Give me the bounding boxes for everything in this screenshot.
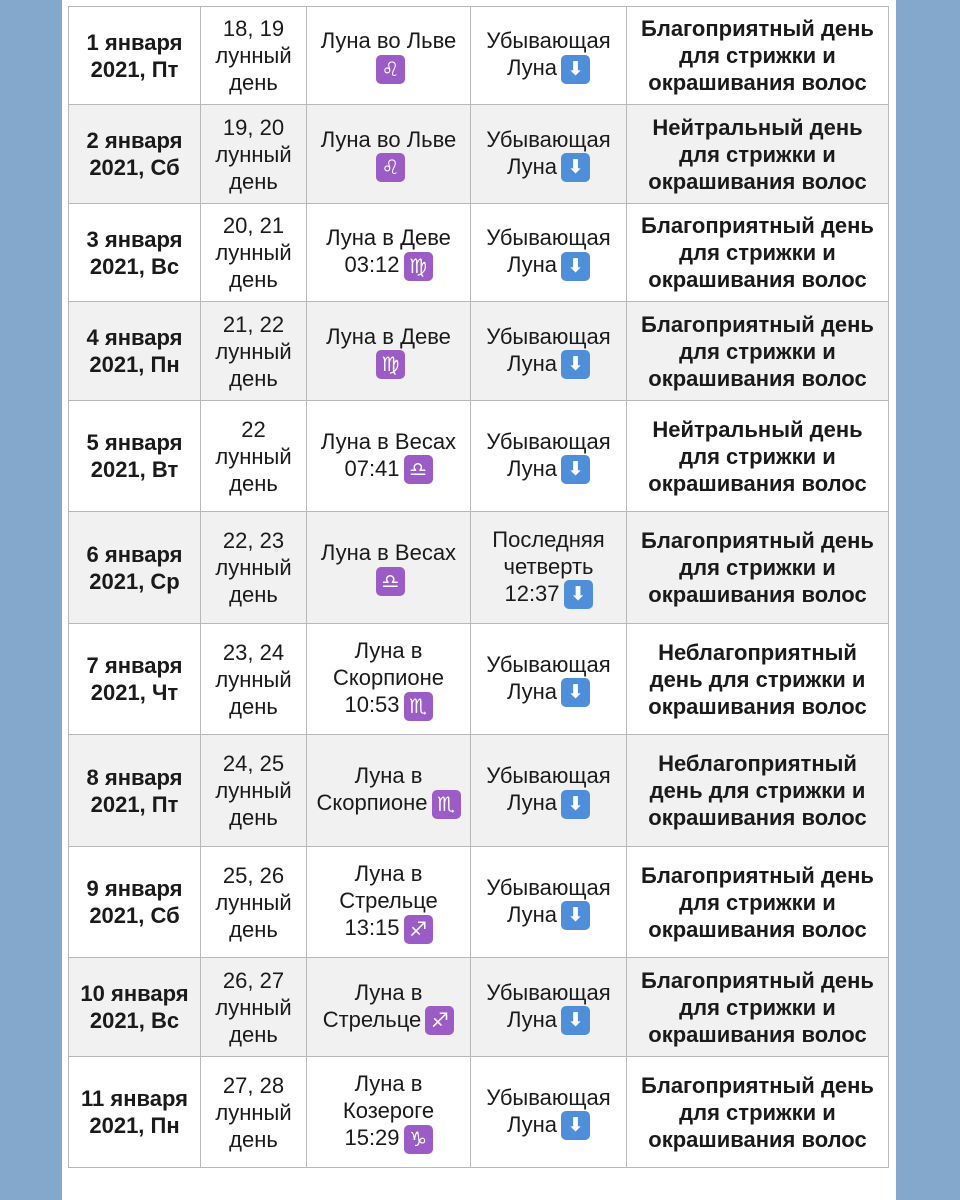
down-arrow-icon: ⬇	[561, 901, 590, 930]
verdict-cell	[627, 105, 889, 204]
libra-icon: ♎	[404, 455, 433, 484]
moon-phase-cell-text: Убывающая Луна	[486, 225, 611, 278]
moon-sign-cell	[307, 105, 471, 204]
lunar-day-cell	[201, 302, 307, 401]
date-cell	[69, 7, 201, 105]
date-cell-text: 2 января 2021, Сб	[86, 128, 183, 180]
moon-sign-cell-text: Луна в Стрельце 13:15	[339, 861, 438, 941]
virgo-icon: ♍	[376, 350, 405, 379]
verdict-cell-text: Неблагоприятный день для стрижки и окрашивания волос	[648, 639, 867, 719]
table-row	[69, 847, 889, 958]
moon-phase-cell-text: Убывающая Луна	[486, 651, 611, 704]
verdict-cell	[627, 7, 889, 105]
moon-phase-cell	[471, 7, 627, 105]
table-row	[69, 105, 889, 204]
moon-phase-cell	[471, 204, 627, 302]
lunar-day-cell	[201, 847, 307, 958]
moon-phase-cell	[471, 958, 627, 1057]
date-cell-text: 9 января 2021, Сб	[86, 876, 183, 928]
date-cell-text: 5 января 2021, Вт	[86, 430, 183, 482]
verdict-cell-text: Благоприятный день для стрижки и окрашивания волос	[641, 16, 874, 95]
lunar-haircut-calendar-table	[68, 6, 889, 1168]
scorpio-icon: ♏	[404, 692, 433, 721]
lunar-day-cell	[201, 7, 307, 105]
date-cell	[69, 847, 201, 958]
moon-sign-cell-text: Луна в Скорпионе	[316, 763, 428, 816]
table-row	[69, 401, 889, 512]
moon-sign-cell-text: Луна в Весах 07:41	[320, 428, 457, 481]
lunar-day-cell	[201, 512, 307, 624]
moon-phase-cell	[471, 847, 627, 958]
date-cell-text: 10 января 2021, Вс	[80, 981, 189, 1033]
scorpio-icon: ♏	[432, 790, 461, 819]
moon-sign-cell-text: Луна в Весах	[320, 540, 457, 566]
moon-phase-cell-text: Убывающая Луна	[486, 979, 611, 1032]
date-cell	[69, 401, 201, 512]
moon-sign-cell	[307, 958, 471, 1057]
lunar-day-cell-text: 22 лунный день	[215, 416, 292, 496]
verdict-cell-text: Нейтральный день для стрижки и окрашивания волос	[648, 114, 867, 194]
date-cell	[69, 302, 201, 401]
libra-icon: ♎	[376, 567, 405, 596]
verdict-cell	[627, 735, 889, 847]
verdict-cell	[627, 847, 889, 958]
down-arrow-icon: ⬇	[561, 455, 590, 484]
lunar-day-cell-text: 24, 25 лунный день	[215, 751, 292, 830]
lunar-day-cell	[201, 1057, 307, 1168]
moon-sign-cell-text: Луна в Скорпионе 10:53	[332, 638, 445, 718]
verdict-cell-text: Благоприятный день для стрижки и окрашивания волос	[641, 311, 874, 391]
moon-phase-cell-text: Убывающая Луна	[486, 1084, 611, 1137]
moon-phase-cell	[471, 302, 627, 401]
date-cell-text: 8 января 2021, Пт	[86, 764, 183, 817]
lunar-day-cell-text: 25, 26 лунный день	[215, 862, 292, 942]
date-cell	[69, 624, 201, 735]
date-cell	[69, 958, 201, 1057]
moon-phase-cell	[471, 512, 627, 624]
moon-phase-cell-text: Убывающая Луна	[486, 763, 611, 816]
moon-phase-cell-text: Убывающая Луна	[486, 126, 611, 179]
down-arrow-icon: ⬇	[561, 55, 590, 84]
moon-phase-cell	[471, 735, 627, 847]
capricorn-icon: ♑	[404, 1125, 433, 1154]
lunar-day-cell-text: 27, 28 лунный день	[215, 1072, 292, 1152]
down-arrow-icon: ⬇	[561, 153, 590, 182]
verdict-cell	[627, 204, 889, 302]
moon-phase-cell-text: Убывающая Луна	[486, 323, 611, 376]
table-row	[69, 512, 889, 624]
date-cell-text: 7 января 2021, Чт	[86, 653, 183, 705]
down-arrow-icon: ⬇	[564, 580, 593, 609]
lunar-day-cell-text: 20, 21 лунный день	[215, 213, 292, 292]
moon-sign-cell-text: Луна во Льве	[320, 126, 457, 152]
moon-sign-cell	[307, 7, 471, 105]
leo-icon: ♌	[376, 153, 405, 182]
date-cell-text: 11 января 2021, Пн	[81, 1086, 188, 1138]
verdict-cell	[627, 958, 889, 1057]
verdict-cell-text: Благоприятный день для стрижки и окрашивания волос	[641, 862, 874, 942]
moon-sign-cell-text: Луна во Льве	[320, 28, 457, 54]
moon-phase-cell	[471, 105, 627, 204]
date-cell-text: 4 января 2021, Пн	[86, 325, 183, 377]
down-arrow-icon: ⬇	[561, 790, 590, 819]
moon-sign-cell	[307, 204, 471, 302]
verdict-cell	[627, 401, 889, 512]
verdict-cell-text: Благоприятный день для стрижки и окрашивания волос	[641, 213, 874, 292]
verdict-cell-text: Нейтральный день для стрижки и окрашивания волос	[648, 416, 867, 496]
moon-sign-cell-text: Луна в Стрельце	[322, 979, 423, 1032]
moon-sign-cell-text: Луна в Деве	[326, 323, 451, 349]
verdict-cell-text: Благоприятный день для стрижки и окрашивания волос	[641, 528, 874, 607]
table-row	[69, 1057, 889, 1168]
virgo-icon: ♍	[404, 252, 433, 281]
lunar-day-cell-text: 26, 27 лунный день	[215, 967, 292, 1047]
down-arrow-icon: ⬇	[561, 1111, 590, 1140]
verdict-cell-text: Благоприятный день для стрижки и окрашивания волос	[641, 1072, 874, 1152]
moon-phase-cell-text: Убывающая Луна	[486, 874, 611, 927]
table-row	[69, 7, 889, 105]
sagittarius-icon: ♐	[425, 1006, 454, 1035]
down-arrow-icon: ⬇	[561, 678, 590, 707]
moon-sign-cell	[307, 847, 471, 958]
moon-phase-cell	[471, 624, 627, 735]
down-arrow-icon: ⬇	[561, 252, 590, 281]
lunar-day-cell-text: 23, 24 лунный день	[215, 639, 292, 719]
moon-sign-cell	[307, 735, 471, 847]
lunar-day-cell	[201, 735, 307, 847]
moon-sign-cell-text: Луна в Деве 03:12	[326, 225, 451, 278]
moon-phase-cell	[471, 401, 627, 512]
lunar-day-cell-text: 19, 20 лунный день	[215, 114, 292, 194]
date-cell	[69, 735, 201, 847]
date-cell-text: 3 января 2021, Вс	[86, 226, 183, 279]
moon-sign-cell	[307, 624, 471, 735]
calendar-body	[69, 7, 889, 1168]
verdict-cell-text: Благоприятный день для стрижки и окрашивания волос	[641, 967, 874, 1047]
verdict-cell-text: Неблагоприятный день для стрижки и окрашивания волос	[648, 751, 867, 830]
leo-icon: ♌	[376, 55, 405, 84]
moon-sign-cell	[307, 512, 471, 624]
verdict-cell	[627, 1057, 889, 1168]
lunar-day-cell	[201, 204, 307, 302]
table-row	[69, 204, 889, 302]
date-cell-text: 6 января 2021, Ср	[86, 541, 183, 594]
moon-sign-cell-text: Луна в Козероге 15:29	[342, 1071, 435, 1151]
sagittarius-icon: ♐	[404, 915, 433, 944]
moon-sign-cell	[307, 302, 471, 401]
moon-sign-cell	[307, 401, 471, 512]
date-cell	[69, 1057, 201, 1168]
lunar-day-cell-text: 18, 19 лунный день	[215, 16, 292, 95]
moon-phase-cell-text: Последняя четверть 12:37	[492, 526, 605, 606]
lunar-day-cell	[201, 958, 307, 1057]
table-row	[69, 624, 889, 735]
lunar-day-cell	[201, 105, 307, 204]
lunar-day-cell	[201, 401, 307, 512]
verdict-cell	[627, 624, 889, 735]
moon-sign-cell	[307, 1057, 471, 1168]
date-cell	[69, 512, 201, 624]
lunar-day-cell-text: 22, 23 лунный день	[215, 528, 292, 607]
verdict-cell	[627, 512, 889, 624]
date-cell	[69, 105, 201, 204]
moon-phase-cell	[471, 1057, 627, 1168]
down-arrow-icon: ⬇	[561, 350, 590, 379]
verdict-cell	[627, 302, 889, 401]
table-row	[69, 735, 889, 847]
date-cell	[69, 204, 201, 302]
lunar-day-cell-text: 21, 22 лунный день	[215, 311, 292, 391]
moon-phase-cell-text: Убывающая Луна	[486, 428, 611, 481]
lunar-day-cell	[201, 624, 307, 735]
down-arrow-icon: ⬇	[561, 1006, 590, 1035]
table-row	[69, 302, 889, 401]
table-row	[69, 958, 889, 1057]
date-cell-text: 1 января 2021, Пт	[86, 29, 183, 82]
moon-phase-cell-text: Убывающая Луна	[486, 28, 611, 81]
